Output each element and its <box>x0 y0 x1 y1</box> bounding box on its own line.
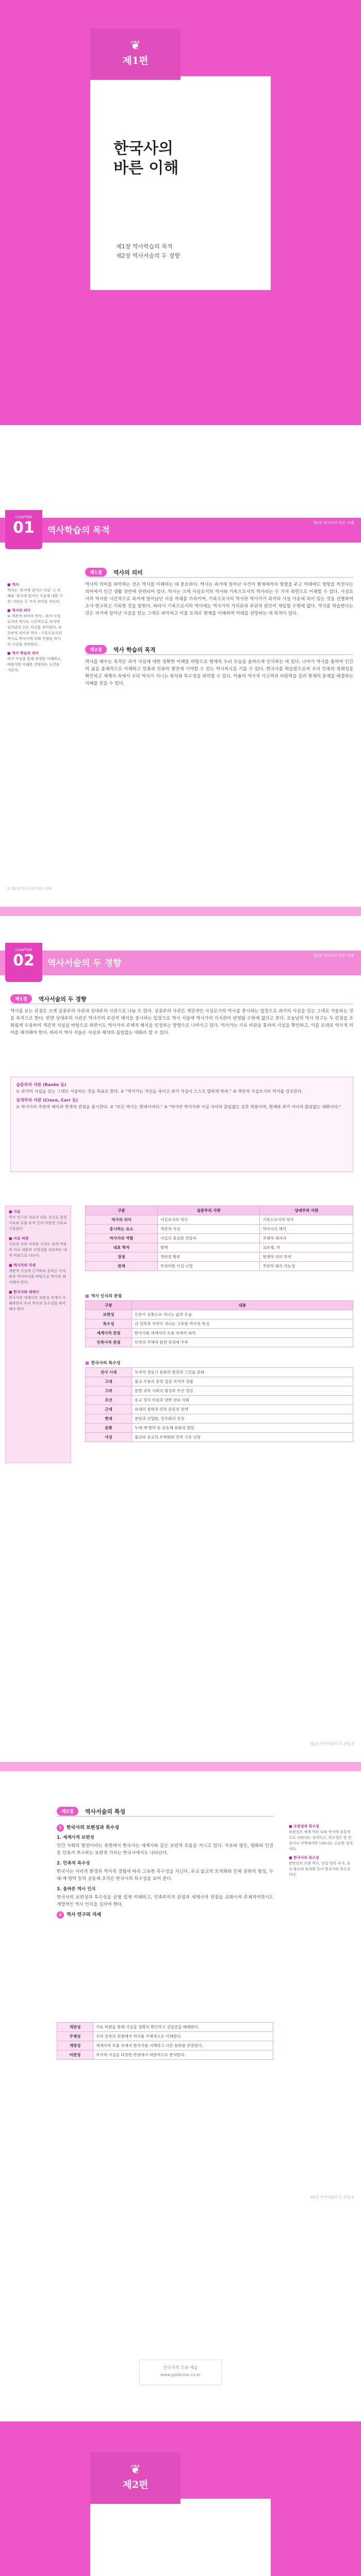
table-cell: 주관적 왜곡 가능성 <box>260 1262 353 1271</box>
table-cell: 독자적 청동기 문화의 발전과 고인돌 문화 <box>132 1368 353 1377</box>
table-cell: 역사가의 해석 <box>260 1225 353 1234</box>
margin-notes: ■ 사료 역사 연구의 자료가 되는 것으로 문헌 사료와 유물·유적 등의 비문헌 사료로 구분된다. ■ 사료 비판 사료의 진위 여부를 가리는 외적 비판과 사료 내용의 신빙성을 검토하는 내적 비판으로 나눈다. ■ 역사가의 자세 객관적 사실에 근거하되 올바른 가치관과 역사의식을 바탕으로 역사를 해석해야 한다. ■ 한국사와 세계사 한국사를 세계사의 보편성 속에서 이해하면서 우리 역사의 특수성을 파악해야 한다. <box>5 1206 71 1463</box>
part2-tag <box>90 2452 180 2504</box>
table-cell: 외세의 침략과 민족 운동의 전개 <box>132 1405 353 1414</box>
table-cell: 객관성 <box>57 2023 93 2032</box>
table-cell: 역사적 사실을 다양한 관점에서 비판적으로 분석한다. <box>93 2050 273 2060</box>
table-cell: 기록으로서의 역사 <box>260 1215 353 1225</box>
table-row <box>86 1423 353 1433</box>
table-cell: 비판성 <box>57 2050 93 2060</box>
table-cell: 객관성 확보 <box>157 1252 259 1262</box>
table-cell: 개방성 <box>57 2041 93 2050</box>
table-header: 구분 <box>86 1301 132 1310</box>
part1-label: 제1편 <box>122 55 149 66</box>
section-heading: 제1절 역사서술의 두 경향 <box>10 993 353 1003</box>
chapter2-header <box>0 943 361 984</box>
part1-title: 한국사의 바른 이해 <box>113 140 179 177</box>
table-header: 내용 <box>132 1301 353 1310</box>
table-cell: 무의미한 사실 나열 <box>157 1262 259 1271</box>
table-cell: 유교 정치 이념과 양반 관료 사회 <box>132 1396 353 1405</box>
comparison-table <box>85 1206 353 1271</box>
section-heading: 제2절 역사서술의 특성 <box>57 1806 273 1815</box>
data-table <box>85 1300 353 1347</box>
running-footer: 제2장 역사서술의 두 경향 3 <box>309 1742 354 1746</box>
table-row <box>86 1405 353 1414</box>
margin-notes: ■ 역사 역사는 '과거에 일어난 사실' 그 자체와 '과거에 일어난 사실에 대한 기록' 이라는 두 가지 의미를 지닌다. ■ 역사의 의미 ① 객관적 의미의 역사 : 과거 사실로서의 역사로 시간적으로 과거에 일어났던 모든 사건을 의미한다. ② 주관적 의미의 역사 : 기록으로서의 역사로 역사가에 의해 선정된 과거의 사건을 의미한다. ■ 역사 학습의 의미 과거 사실을 통해 현재를 이해하고, 바람직한 미래를 전망하는 능력을 기른다. <box>7 583 63 672</box>
table-cell: 특수성 <box>86 1319 132 1329</box>
table-cell: 크로체, 카 <box>260 1243 353 1252</box>
table-cell: 현대 <box>86 1414 132 1423</box>
chapter-number-tab: CHAPTER 01 <box>5 510 42 549</box>
table-cell: 대표 학자 <box>86 1243 158 1252</box>
table-row <box>86 1234 353 1243</box>
attitude-table <box>57 2022 273 2060</box>
data-table <box>85 1367 353 1442</box>
table-cell: 중시하는 요소 <box>86 1225 158 1234</box>
table-row <box>86 1252 353 1262</box>
perspective-table: ■ 역사 인식의 관점 구분 내용 보편성 인류가 공통으로 지니는 삶의 모습 특수성 각 민족과 지역이 지니는 고유한 역사적 특성 세계사적 관점 한국사를 세계사의 흐름 속에서 파악 민족사적 관점 민족의 주체적 발전 과정에 주목 <box>85 1293 353 1347</box>
table-cell: 민족의 주체적 발전 과정에 주목 <box>132 1338 353 1347</box>
table-cell: 고대 <box>86 1377 132 1386</box>
running-footer: 2 제1편 한국사의 바른 이해 <box>7 887 52 891</box>
part2-label: 제2편 <box>122 2479 149 2490</box>
part1-tag <box>90 28 180 80</box>
intro-text: 역사를 보는 관점은 크게 실증주의 사관과 상대주의 사관으로 나눌 수 있다. 실증주의 사관은 객관적인 사실로서의 역사를 중시하는 입장으로 과거의 사실을 있는 그대로 서술하는 것을 목적으로 한다. 반면 상대주의 사관은 역사가의 주관적 해석을 중시하는 입장으로 역사 서술에 역사가의 가치관이 반영될 수밖에 없다고 본다. 오늘날의 역사 연구는 두 관점을 조화롭게 수용하여 객관적 사실을 바탕으로 하면서도 역사가의 주체적 해석을 인정하는 방향으로 나아가고 있다. 역사가는 사료 비판을 통하여 사실을 확인하고, 이를 토대로 역사적 의미를 해석해야 한다. 따라서 역사 서술은 사실과 해석의 끊임없는 대화라 할 수 있다. <box>10 1009 353 1036</box>
table-cell: 문벌 귀족 사회의 형성과 무신 정권 <box>132 1386 353 1396</box>
section-heading: 제2절 역사 학습의 목적 <box>85 644 353 653</box>
table-cell: 랑케 <box>157 1243 259 1252</box>
section-body: 역사를 배우는 목적은 과거 사실에 대한 정확한 이해를 바탕으로 현재의 우리 모습을 올바르게 인식하는 데 있다. 나아가 역사를 통하여 인간의 삶을 총체적으로 이해하고 민족과 인류의 발전에 기여할 수 있는 역사의식을 기를 수 있다. 한국사를 학습함으로써 우리 민족의 정체성을 확인하고 세계사 속에서 우리 역사가 지니는 위치와 특수성을 파악할 수 있다. 아울러 역사적 사고력과 비판력을 길러 현재의 문제를 해결하는 지혜를 얻을 수 있다. <box>85 659 353 686</box>
table-cell: 우리 민족의 관점에서 역사를 주체적으로 이해한다. <box>93 2032 273 2041</box>
page-divider <box>0 907 361 916</box>
table-row <box>57 2041 273 2050</box>
table-row <box>86 1243 353 1252</box>
toc-item[interactable]: 제1장 역사학습의 목적 <box>116 243 173 250</box>
table-row <box>86 1225 353 1234</box>
table-row <box>86 1338 353 1347</box>
data-table <box>57 2022 273 2060</box>
chapter-title: 역사학습의 목적 <box>47 526 110 536</box>
table-cell: 선사 시대 <box>86 1368 132 1377</box>
table-row <box>86 1215 353 1225</box>
ornament-icon: ❦ <box>130 2462 141 2477</box>
table-cell: 세계사의 흐름 속에서 한국사를 이해하고 다른 문화를 존중한다. <box>93 2041 273 2050</box>
section-body: 역사의 의미를 파악하는 것은 역사를 이해하는 데 중요하다. 역사는 과거에 일어난 사건이 현재에까지 영향을 주고 미래에도 영향을 끼친다는 의미에서 인간 생활 전반에 관련되어 있다. 역사는 크게 사실로서의 역사와 기록으로서의 역사라는 두 가지 측면으로 이해할 수 있다. 사실로서의 역사란 시간적으로 과거에 일어났던 사실 자체를 가리키며, 기록으로서의 역사란 역사가가 과거의 사실 가운데 의미 있는 것을 선별하여 조사·연구하고 기록한 것을 말한다. 따라서 기록으로서의 역사에는 역사가의 가치관과 주관적 판단이 개입될 수밖에 없다. 역사를 학습한다는 것은 과거에 일어난 사실을 있는 그대로 파악하고 이를 토대로 현재를 이해하며 미래를 전망하는 데 목적이 있다. <box>85 582 353 616</box>
table-row <box>57 2050 273 2060</box>
table-cell: 민족사적 관점 <box>86 1338 132 1347</box>
table-cell: 장점 <box>86 1252 158 1262</box>
chapter1-header <box>0 510 361 551</box>
table-cell: 사실로서의 역사 <box>157 1215 259 1225</box>
table-row <box>86 1310 353 1319</box>
page-divider <box>0 1762 361 1771</box>
table-cell: 한계 <box>86 1262 158 1271</box>
table-cell: 각 민족과 지역이 지니는 고유한 역사적 특성 <box>132 1319 353 1329</box>
table-row <box>86 1396 353 1405</box>
table-cell: 역사가의 역할 <box>86 1234 158 1243</box>
part1-toc <box>116 242 180 261</box>
table-cell: 분단과 산업화, 민주화의 진전 <box>132 1414 353 1423</box>
table-cell: 현재적 의미 부여 <box>260 1252 353 1262</box>
table-cell: 세계사적 관점 <box>86 1329 132 1338</box>
table-row <box>57 2032 273 2041</box>
table-cell: 사실의 충실한 전달자 <box>157 1234 259 1243</box>
table-cell: 사료 비판을 통해 사실을 정확히 확인하고 선입견을 배제한다. <box>93 2023 273 2032</box>
part2-cover-box <box>90 2499 271 2576</box>
table-cell: 근대 <box>86 1405 132 1414</box>
table-cell: 두레·계·향약 등 공동체 문화의 발달 <box>132 1423 353 1433</box>
table-cell: 보편성 <box>86 1310 132 1319</box>
table-cell: 주체성 <box>57 2032 93 2041</box>
table-cell: 문화 <box>86 1423 132 1433</box>
table-cell: 사상 <box>86 1433 132 1442</box>
data-table <box>85 1206 353 1271</box>
table-row <box>86 1329 353 1338</box>
table-header: 상대주의 사관 <box>260 1206 353 1215</box>
chapter-number-tab: CHAPTER 02 <box>5 943 42 982</box>
table-header: 구분 <box>86 1206 158 1215</box>
specificity-table: ■ 한국사의 특수성 선사 시대 독자적 청동기 문화의 발전과 고인돌 문화 고대 불교 수용과 중앙 집권 국가의 성립 고려 문벌 귀족 사회의 형성과 무신 정권 조선 유교 정치 이념과 양반 관료 사회 근대 외세의 침략과 민족 운동의 전개 현대 분단과 산업화, 민주화의 진전 문화 두레·계·향약 등 공동체 문화의 발달 사상 불교와 유교의 토착화와 민족 고유 신앙 <box>85 1360 353 1442</box>
table-header: 실증주의 사관 <box>157 1206 259 1215</box>
table-cell: 고려 <box>86 1386 132 1396</box>
table-cell: 불교와 유교의 토착화와 민족 고유 신앙 <box>132 1433 353 1442</box>
table-row <box>86 1377 353 1386</box>
table-cell: 한국사를 세계사의 흐름 속에서 파악 <box>132 1329 353 1338</box>
table-row <box>57 2023 273 2032</box>
toc-item[interactable]: 제2장 역사서술의 두 경향 <box>116 252 180 259</box>
table-row <box>86 1414 353 1423</box>
chapter-breadcrumb: 제1편 한국사의 바른 이해 <box>313 954 354 958</box>
table-cell: 역사의 의미 <box>86 1215 158 1225</box>
table-cell: 객관적 사실 <box>157 1225 259 1234</box>
table-row <box>86 1262 353 1271</box>
ornament-icon: ❦ <box>130 38 141 53</box>
table-cell: 인류가 공통으로 지니는 삶의 모습 <box>132 1310 353 1319</box>
table-row <box>86 1386 353 1396</box>
table-row <box>86 1433 353 1442</box>
table-cell: 불교 수용과 중앙 집권 국가의 성립 <box>132 1377 353 1386</box>
section-body: 1 한국사의 보편성과 특수성 1. 세계사적 보편성 인간 사회의 발전이라는 측면에서 한국사는 세계사와 같은 보편적 흐름을 지니고 있다. 자유와 평등, 평화와 인권 등 인류가 추구하는 보편적 가치는 한국사에서도 나타난다. 2. 민족적 특수성 한국사는 지리적 환경과 역사적 경험에 따라 고유한 특수성을 지닌다. 유교·불교의 토착화와 민족 문화의 형성, 두레·계·향약 등의 공동체 조직은 한국사의 특수성을 보여 준다. 3. 올바른 역사 인식 한국사의 보편성과 특수성을 균형 있게 이해하고, 민족주의적 관점과 세계사적 관점을 조화시켜 주체적이면서도 개방적인 역사 인식을 길러야 한다. 2 역사 연구의 자세 <box>57 1825 273 1918</box>
section-heading: 제1절 역사의 의미 <box>85 567 353 576</box>
running-footer: 제2장 역사서술의 두 경향 5 <box>309 2195 354 2199</box>
table-cell: 조선 <box>86 1396 132 1405</box>
table-cell: 주체적 해석자 <box>260 1234 353 1243</box>
definition-box: 실증주의 사관 (Ranke 등) ① 과거의 사실을 있는 그대로 서술하는 것을 목표로 한다. ② "역사가는 자신을 죽이고 과거 사실이 스스로 말하게 하라." ③ 객관적 사실로서의 역사를 강조한다. 상대주의 사관 (Croce, Carr 등) ① 역사가의 주관적 해석과 현재적 관점을 중시한다. ② "모든 역사는 현대사이다." ③ "역사란 역사가와 사실 사이의 끊임없는 상호 작용이며, 현재와 과거 사이의 끊임없는 대화이다." <box>10 1077 353 1172</box>
margin-notes: ■ 보편성과 특수성 보편성은 세계 여러 나라 역사에 공통적으로 나타나는 성격이고, 특수성은 한 민족이나 지역에서만 나타나는 고유한 성격이다. ■ 한국사의 특수성 반만년의 오랜 역사, 단일 민족 국가, 유교·불교의 토착화 등이 한국사의 특수성이다. <box>289 1824 353 1877</box>
publisher-stamp: 한국사의 흐름 예습 www.goldnine.co.kr <box>139 2360 222 2385</box>
chapter-title: 역사서술의 두 경향 <box>47 958 122 969</box>
chapter-breadcrumb: 제1편 한국사의 바른 이해 <box>313 521 354 525</box>
table-row <box>86 1319 353 1329</box>
table-row <box>86 1368 353 1377</box>
